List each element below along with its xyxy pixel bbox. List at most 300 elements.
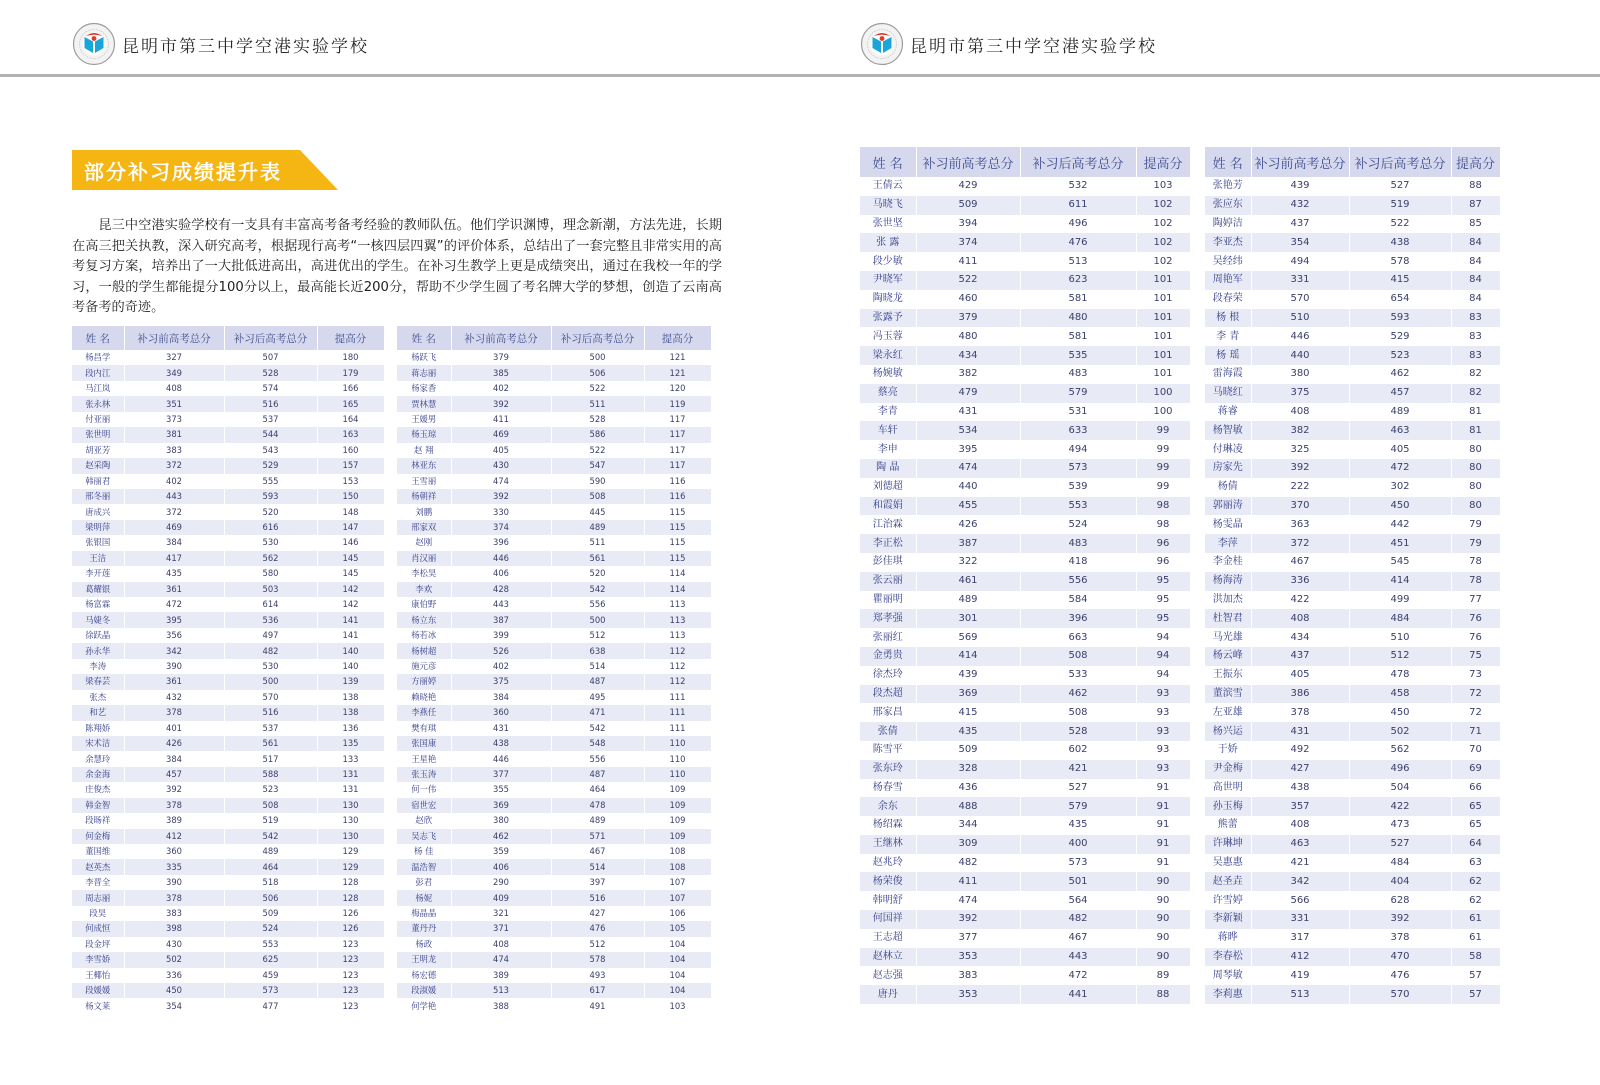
score-gain: 69 bbox=[1451, 760, 1500, 779]
score-before: 375 bbox=[1251, 384, 1349, 403]
student-name: 孙玉梅 bbox=[1205, 797, 1251, 816]
score-gain: 163 bbox=[317, 427, 384, 442]
intro-paragraph: 昆三中空港实验学校有一支具有丰富高考备考经验的教师队伍。他们学识渊博，理念新潮，方法先进，长期在高三把关执教，深入研究高考，根据现行高考“一核四层四翼”的评价体系，总结出了一套完整且非常实用的高考复习方案，培养出了一大批低进高出，高进优出的学生。在补习生教学上更是成绩突出，通过在我校一年的学习，一般的学生都能提分100分以上，最高能长近200分，帮助不少学生圆了考名牌大学的梦想，创造了云南高考备考的奇迹。 bbox=[72, 218, 722, 315]
student-name: 余东 bbox=[860, 797, 916, 816]
student-name: 段内江 bbox=[72, 365, 124, 380]
score-before: 321 bbox=[451, 906, 551, 921]
student-name: 冯玉蓉 bbox=[860, 327, 916, 346]
score-gain: 106 bbox=[644, 906, 711, 921]
student-name: 洪加杰 bbox=[1205, 591, 1251, 610]
table-row bbox=[397, 566, 711, 581]
table-row bbox=[72, 921, 384, 936]
table-row bbox=[72, 813, 384, 828]
score-after: 504 bbox=[1349, 779, 1451, 798]
score-before: 353 bbox=[916, 948, 1020, 967]
table-row bbox=[72, 952, 384, 967]
score-gain: 93 bbox=[1136, 685, 1190, 704]
table-row bbox=[860, 835, 1190, 854]
score-after: 483 bbox=[1020, 534, 1136, 553]
score-after: 497 bbox=[224, 628, 317, 643]
table-row bbox=[1205, 854, 1500, 873]
score-before: 371 bbox=[451, 921, 551, 936]
student-name: 王媛男 bbox=[397, 412, 451, 427]
table-row bbox=[1205, 872, 1500, 891]
student-name: 周志丽 bbox=[72, 890, 124, 905]
score-before: 354 bbox=[124, 998, 224, 1013]
score-before: 411 bbox=[916, 872, 1020, 891]
table-row bbox=[397, 628, 711, 643]
student-name: 杨立东 bbox=[397, 612, 451, 627]
score-before: 398 bbox=[124, 921, 224, 936]
score-before: 463 bbox=[1251, 835, 1349, 854]
table-row bbox=[397, 952, 711, 967]
score-gain: 112 bbox=[644, 659, 711, 674]
score-after: 450 bbox=[1349, 703, 1451, 722]
table-row bbox=[860, 741, 1190, 760]
score-before: 359 bbox=[451, 844, 551, 859]
student-name: 于娇 bbox=[1205, 741, 1251, 760]
student-name: 马婕冬 bbox=[72, 612, 124, 627]
score-gain: 110 bbox=[644, 751, 711, 766]
score-before: 431 bbox=[1251, 722, 1349, 741]
student-name: 王洁 bbox=[72, 551, 124, 566]
table-row bbox=[860, 252, 1190, 271]
table-row bbox=[1205, 609, 1500, 628]
score-gain: 135 bbox=[317, 736, 384, 751]
student-name: 马光雄 bbox=[1205, 628, 1251, 647]
score-before: 513 bbox=[1251, 985, 1349, 1004]
score-before: 370 bbox=[1251, 497, 1349, 516]
score-before: 377 bbox=[916, 929, 1020, 948]
score-before: 408 bbox=[451, 937, 551, 952]
score-after: 462 bbox=[1349, 365, 1451, 384]
table-row bbox=[860, 177, 1190, 196]
score-before: 482 bbox=[916, 854, 1020, 873]
score-gain: 93 bbox=[1136, 741, 1190, 760]
score-gain: 100 bbox=[1136, 384, 1190, 403]
school-logo-icon bbox=[72, 22, 116, 66]
score-before: 369 bbox=[916, 685, 1020, 704]
table-row bbox=[1205, 421, 1500, 440]
student-name: 段金坪 bbox=[72, 937, 124, 952]
student-name: 何一伟 bbox=[397, 782, 451, 797]
table-row bbox=[1205, 290, 1500, 309]
student-name: 张银国 bbox=[72, 535, 124, 550]
table-row bbox=[1205, 835, 1500, 854]
table-row bbox=[397, 659, 711, 674]
score-before: 387 bbox=[916, 534, 1020, 553]
score-gain: 139 bbox=[317, 674, 384, 689]
table-header-row bbox=[860, 147, 1190, 177]
score-gain: 82 bbox=[1451, 384, 1500, 403]
score-gain: 164 bbox=[317, 412, 384, 427]
table-row bbox=[72, 474, 384, 489]
score-gain: 90 bbox=[1136, 910, 1190, 929]
student-name: 张倩 bbox=[860, 722, 916, 741]
table-row bbox=[397, 474, 711, 489]
table-row bbox=[72, 597, 384, 612]
student-name: 郭丽涛 bbox=[1205, 497, 1251, 516]
table-row bbox=[1205, 365, 1500, 384]
score-before: 434 bbox=[1251, 628, 1349, 647]
student-name: 赵欣 bbox=[397, 813, 451, 828]
table-row bbox=[72, 504, 384, 519]
score-gain: 107 bbox=[644, 875, 711, 890]
student-name: 王志超 bbox=[860, 929, 916, 948]
score-gain: 79 bbox=[1451, 534, 1500, 553]
student-name: 何国祥 bbox=[860, 910, 916, 929]
score-gain: 61 bbox=[1451, 929, 1500, 948]
score-gain: 98 bbox=[1136, 497, 1190, 516]
table-row bbox=[1205, 271, 1500, 290]
student-name: 李晋全 bbox=[72, 875, 124, 890]
score-after: 508 bbox=[1020, 703, 1136, 722]
score-after: 542 bbox=[551, 582, 644, 597]
score-after: 535 bbox=[1020, 346, 1136, 365]
score-after: 522 bbox=[1349, 215, 1451, 234]
section-title: 部分补习成绩提升表 bbox=[84, 160, 282, 184]
score-gain: 82 bbox=[1451, 365, 1500, 384]
student-name: 李燕任 bbox=[397, 705, 451, 720]
student-name: 樊有琪 bbox=[397, 721, 451, 736]
student-name: 张丽红 bbox=[860, 628, 916, 647]
score-gain: 160 bbox=[317, 443, 384, 458]
student-name: 杨富霖 bbox=[72, 597, 124, 612]
score-after: 512 bbox=[551, 628, 644, 643]
student-name: 方丽婷 bbox=[397, 674, 451, 689]
table-row bbox=[397, 890, 711, 905]
score-after: 484 bbox=[1349, 854, 1451, 873]
score-after: 519 bbox=[224, 813, 317, 828]
table-row bbox=[860, 215, 1190, 234]
score-before: 489 bbox=[916, 591, 1020, 610]
score-after: 524 bbox=[224, 921, 317, 936]
score-before: 526 bbox=[451, 643, 551, 658]
student-name: 李莉惠 bbox=[1205, 985, 1251, 1004]
score-gain: 102 bbox=[1136, 233, 1190, 252]
score-after: 445 bbox=[551, 504, 644, 519]
score-after: 578 bbox=[551, 952, 644, 967]
score-before: 534 bbox=[916, 421, 1020, 440]
score-after: 392 bbox=[1349, 910, 1451, 929]
score-gain: 95 bbox=[1136, 591, 1190, 610]
table-row bbox=[1205, 196, 1500, 215]
score-after: 414 bbox=[1349, 572, 1451, 591]
score-gain: 99 bbox=[1136, 478, 1190, 497]
score-after: 625 bbox=[224, 952, 317, 967]
score-after: 517 bbox=[224, 751, 317, 766]
table-row bbox=[860, 872, 1190, 891]
score-after: 472 bbox=[1349, 459, 1451, 478]
section-title-banner bbox=[72, 150, 338, 190]
score-before: 357 bbox=[1251, 797, 1349, 816]
score-before: 382 bbox=[916, 365, 1020, 384]
score-gain: 102 bbox=[1136, 252, 1190, 271]
table-row bbox=[860, 290, 1190, 309]
score-before: 494 bbox=[1251, 252, 1349, 271]
score-gain: 73 bbox=[1451, 666, 1500, 685]
score-gain: 128 bbox=[317, 875, 384, 890]
score-after: 520 bbox=[224, 504, 317, 519]
score-before: 354 bbox=[1251, 233, 1349, 252]
score-gain: 145 bbox=[317, 566, 384, 581]
student-name: 梅晶晶 bbox=[397, 906, 451, 921]
score-after: 638 bbox=[551, 643, 644, 658]
table-row bbox=[1205, 233, 1500, 252]
table-row bbox=[72, 427, 384, 442]
score-after: 602 bbox=[1020, 741, 1136, 760]
table-row bbox=[1205, 534, 1500, 553]
score-gain: 95 bbox=[1136, 572, 1190, 591]
score-gain: 91 bbox=[1136, 835, 1190, 854]
score-before: 426 bbox=[124, 736, 224, 751]
student-name: 马江岚 bbox=[72, 381, 124, 396]
score-gain: 111 bbox=[644, 705, 711, 720]
score-before: 439 bbox=[1251, 177, 1349, 196]
table-row bbox=[860, 233, 1190, 252]
score-before: 401 bbox=[124, 721, 224, 736]
student-name: 李青 bbox=[860, 403, 916, 422]
student-name: 王明龙 bbox=[397, 952, 451, 967]
table-row bbox=[860, 910, 1190, 929]
student-name: 金勇贵 bbox=[860, 647, 916, 666]
score-after: 578 bbox=[1349, 252, 1451, 271]
score-gain: 104 bbox=[644, 983, 711, 998]
table-row bbox=[72, 612, 384, 627]
table-row bbox=[72, 582, 384, 597]
student-name: 吴惠惠 bbox=[1205, 854, 1251, 873]
score-gain: 123 bbox=[317, 983, 384, 998]
student-name: 蒋志丽 bbox=[397, 365, 451, 380]
score-after: 506 bbox=[551, 365, 644, 380]
score-after: 519 bbox=[1349, 196, 1451, 215]
score-before: 480 bbox=[916, 327, 1020, 346]
table-row bbox=[72, 767, 384, 782]
table-row bbox=[1205, 309, 1500, 328]
score-after: 574 bbox=[224, 381, 317, 396]
col-header-name: 姓 名 bbox=[397, 326, 451, 350]
table-row bbox=[72, 906, 384, 921]
table-row bbox=[860, 985, 1190, 1004]
table-row bbox=[397, 520, 711, 535]
score-before: 383 bbox=[916, 966, 1020, 985]
score-after: 532 bbox=[1020, 177, 1136, 196]
table-row bbox=[1205, 628, 1500, 647]
student-name: 杨 根 bbox=[1205, 309, 1251, 328]
score-gain: 83 bbox=[1451, 346, 1500, 365]
score-after: 562 bbox=[224, 551, 317, 566]
score-after: 508 bbox=[551, 489, 644, 504]
score-after: 523 bbox=[224, 782, 317, 797]
student-name: 董滨雪 bbox=[1205, 685, 1251, 704]
col-header-gain: 提高分 bbox=[1136, 147, 1190, 177]
score-after: 542 bbox=[224, 829, 317, 844]
score-before: 396 bbox=[451, 535, 551, 550]
score-gain: 117 bbox=[644, 458, 711, 473]
score-after: 477 bbox=[224, 998, 317, 1013]
table-row bbox=[72, 829, 384, 844]
table-row bbox=[1205, 215, 1500, 234]
score-after: 441 bbox=[1020, 985, 1136, 1004]
score-after: 487 bbox=[551, 767, 644, 782]
score-gain: 113 bbox=[644, 628, 711, 643]
score-before: 378 bbox=[124, 798, 224, 813]
score-gain: 93 bbox=[1136, 760, 1190, 779]
score-before: 301 bbox=[916, 609, 1020, 628]
score-after: 527 bbox=[1020, 779, 1136, 798]
table-row bbox=[1205, 252, 1500, 271]
score-before: 412 bbox=[124, 829, 224, 844]
table-row bbox=[860, 722, 1190, 741]
score-gain: 80 bbox=[1451, 497, 1500, 516]
student-name: 李松昊 bbox=[397, 566, 451, 581]
score-gain: 76 bbox=[1451, 609, 1500, 628]
score-gain: 99 bbox=[1136, 459, 1190, 478]
school-logo-icon bbox=[860, 22, 904, 66]
score-before: 513 bbox=[451, 983, 551, 998]
score-before: 405 bbox=[451, 443, 551, 458]
table-row bbox=[72, 489, 384, 504]
score-gain: 93 bbox=[1136, 703, 1190, 722]
score-before: 399 bbox=[451, 628, 551, 643]
score-after: 520 bbox=[551, 566, 644, 581]
score-after: 516 bbox=[224, 705, 317, 720]
score-after: 528 bbox=[551, 412, 644, 427]
score-after: 544 bbox=[224, 427, 317, 442]
score-before: 462 bbox=[451, 829, 551, 844]
score-before: 438 bbox=[1251, 779, 1349, 798]
score-after: 478 bbox=[1349, 666, 1451, 685]
score-after: 450 bbox=[1349, 497, 1451, 516]
score-after: 511 bbox=[551, 396, 644, 411]
student-name: 肖汉丽 bbox=[397, 551, 451, 566]
table-row bbox=[1205, 440, 1500, 459]
score-gain: 108 bbox=[644, 859, 711, 874]
table-header-row bbox=[1205, 147, 1500, 177]
table-row bbox=[1205, 553, 1500, 572]
score-before: 361 bbox=[124, 674, 224, 689]
score-after: 463 bbox=[1349, 421, 1451, 440]
student-name: 杨兴运 bbox=[1205, 722, 1251, 741]
score-after: 522 bbox=[551, 381, 644, 396]
score-after: 442 bbox=[1349, 515, 1451, 534]
score-after: 556 bbox=[551, 751, 644, 766]
table-row bbox=[72, 458, 384, 473]
table-row bbox=[397, 551, 711, 566]
table-row bbox=[860, 948, 1190, 967]
score-gain: 130 bbox=[317, 798, 384, 813]
score-gain: 109 bbox=[644, 829, 711, 844]
score-gain: 130 bbox=[317, 829, 384, 844]
table-header-row bbox=[72, 326, 384, 350]
score-before: 408 bbox=[124, 381, 224, 396]
table-row bbox=[397, 412, 711, 427]
score-gain: 99 bbox=[1136, 440, 1190, 459]
header-divider bbox=[0, 74, 1600, 77]
table-row bbox=[397, 350, 711, 365]
student-name: 杨荣俊 bbox=[860, 872, 916, 891]
score-before: 392 bbox=[124, 782, 224, 797]
student-name: 尹晓军 bbox=[860, 271, 916, 290]
table-row bbox=[397, 767, 711, 782]
student-name: 王椰怡 bbox=[72, 968, 124, 983]
score-gain: 117 bbox=[644, 443, 711, 458]
score-gain: 115 bbox=[644, 551, 711, 566]
score-gain: 165 bbox=[317, 396, 384, 411]
score-gain: 138 bbox=[317, 705, 384, 720]
student-name: 邢家双 bbox=[397, 520, 451, 535]
student-name: 高世明 bbox=[1205, 779, 1251, 798]
score-gain: 79 bbox=[1451, 515, 1500, 534]
score-before: 431 bbox=[916, 403, 1020, 422]
score-after: 590 bbox=[551, 474, 644, 489]
score-gain: 95 bbox=[1136, 609, 1190, 628]
score-gain: 65 bbox=[1451, 816, 1500, 835]
score-before: 395 bbox=[916, 440, 1020, 459]
student-name: 宋术洁 bbox=[72, 736, 124, 751]
table-row bbox=[860, 966, 1190, 985]
score-before: 372 bbox=[1251, 534, 1349, 553]
score-gain: 131 bbox=[317, 782, 384, 797]
table-row bbox=[397, 396, 711, 411]
score-after: 443 bbox=[1020, 948, 1136, 967]
score-after: 547 bbox=[551, 458, 644, 473]
score-gain: 133 bbox=[317, 751, 384, 766]
score-before: 309 bbox=[916, 835, 1020, 854]
score-gain: 58 bbox=[1451, 948, 1500, 967]
score-gain: 141 bbox=[317, 628, 384, 643]
table-row bbox=[72, 721, 384, 736]
score-before: 411 bbox=[451, 412, 551, 427]
table-row bbox=[1205, 497, 1500, 516]
table-row bbox=[860, 497, 1190, 516]
score-gain: 83 bbox=[1451, 327, 1500, 346]
score-before: 355 bbox=[451, 782, 551, 797]
student-name: 段昊 bbox=[72, 906, 124, 921]
student-name: 杨树超 bbox=[397, 643, 451, 658]
table-row bbox=[1205, 459, 1500, 478]
score-gain: 104 bbox=[644, 952, 711, 967]
score-gain: 109 bbox=[644, 782, 711, 797]
score-before: 446 bbox=[1251, 327, 1349, 346]
table-row bbox=[1205, 478, 1500, 497]
score-gain: 102 bbox=[1136, 196, 1190, 215]
score-before: 325 bbox=[1251, 440, 1349, 459]
table-row bbox=[397, 844, 711, 859]
table-row bbox=[72, 443, 384, 458]
student-name: 马晓飞 bbox=[860, 196, 916, 215]
student-name: 赵志强 bbox=[860, 966, 916, 985]
student-name: 杨婉敏 bbox=[860, 365, 916, 384]
score-gain: 87 bbox=[1451, 196, 1500, 215]
table-row bbox=[1205, 515, 1500, 534]
score-after: 493 bbox=[551, 968, 644, 983]
score-gain: 90 bbox=[1136, 929, 1190, 948]
table-row bbox=[72, 983, 384, 998]
table-row bbox=[397, 813, 711, 828]
score-after: 579 bbox=[1020, 797, 1136, 816]
student-name: 张玉涛 bbox=[397, 767, 451, 782]
score-before: 492 bbox=[1251, 741, 1349, 760]
student-name: 孙永华 bbox=[72, 643, 124, 658]
score-before: 566 bbox=[1251, 891, 1349, 910]
table-row bbox=[1205, 647, 1500, 666]
student-name: 杨跃飞 bbox=[397, 350, 451, 365]
score-after: 476 bbox=[1020, 233, 1136, 252]
score-before: 331 bbox=[1251, 271, 1349, 290]
table-row bbox=[72, 412, 384, 427]
student-name: 韩金智 bbox=[72, 798, 124, 813]
